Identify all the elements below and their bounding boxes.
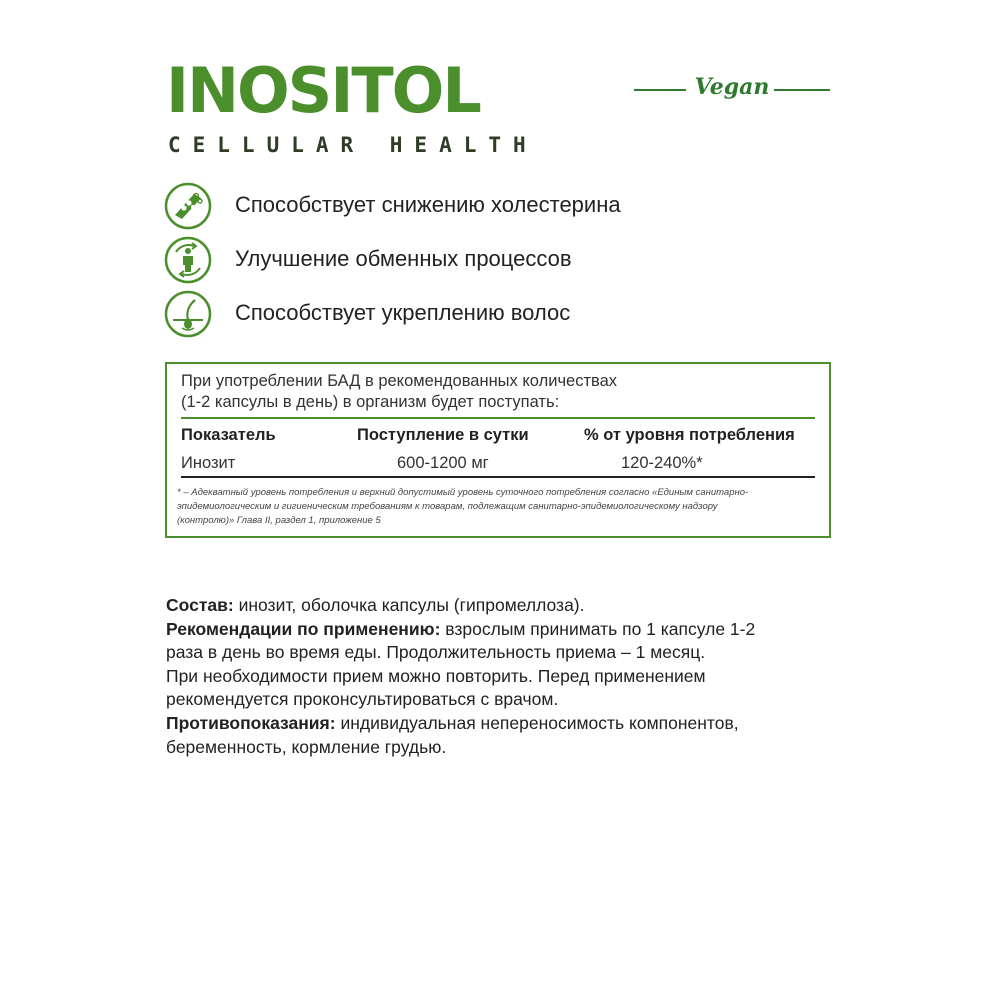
intake-intro	[181, 371, 617, 413]
footnote-line: эпидемиологическим и гигиеническим требованиям к товарам, подлежащим санитарно-эпидемиологическому надзору	[177, 501, 718, 512]
table-cell-percent: 120-240%*	[621, 454, 703, 472]
table-header-daily-intake: Поступление в сутки	[357, 426, 529, 444]
benefit-item-metabolism	[164, 236, 724, 286]
contraindications-text: индивидуальная непереносимость компонентов,	[335, 712, 739, 733]
hair-follicle-icon	[164, 290, 212, 338]
usage-line: раза в день во время еды. Продолжительность приема – 1 месяц.	[166, 642, 706, 663]
benefit-text: Способствует укреплению волос	[235, 300, 571, 325]
usage-line: При необходимости прием можно повторить. Перед применением	[166, 665, 706, 686]
contraindications-line: беременность, кормление грудью.	[166, 736, 447, 757]
vegan-label: Vegan	[694, 74, 770, 100]
intake-panel	[165, 362, 831, 538]
table-cell-name: Инозит	[181, 454, 236, 472]
contraindications-paragraph	[166, 712, 826, 736]
metabolism-icon	[164, 236, 212, 284]
table-header-indicator: Показатель	[181, 426, 276, 444]
table-cell-amount: 600-1200 мг	[397, 454, 489, 472]
benefit-item-hair	[164, 290, 724, 340]
usage-label: Рекомендации по применению:	[166, 618, 441, 639]
usage-text: взрослым принимать по 1 капсуле 1-2	[440, 618, 756, 639]
benefit-text: Способствует снижению холестерина	[235, 192, 621, 217]
vegan-badge	[634, 72, 830, 108]
intake-intro-line: (1-2 капсулы в день) в организм будет поступать:	[181, 393, 560, 411]
table-divider-top	[181, 417, 815, 419]
contraindications-label: Противопоказания:	[166, 712, 336, 733]
ingredients-text: инозит, оболочка капсулы (гипромеллоза).	[233, 595, 585, 615]
ingredients-label: Состав:	[166, 595, 234, 615]
product-subtitle: CELLULAR HEALTH	[168, 133, 538, 157]
badge-divider-right	[774, 89, 830, 91]
badge-divider-left	[634, 89, 686, 91]
intake-intro-line: При употреблении БАД в рекомендованных количествах	[181, 372, 618, 390]
ingredients-paragraph	[166, 594, 826, 618]
footnote-line: (контролю)» Глава II, раздел 1, приложение 5	[177, 515, 381, 526]
product-title: INOSITOL	[166, 54, 480, 127]
cholesterol-icon	[164, 182, 212, 230]
table-footnote	[177, 486, 817, 528]
usage-line: рекомендуется проконсультироваться с врачом.	[166, 689, 559, 710]
table-header-percent: % от уровня потребления	[584, 426, 795, 444]
benefit-text: Улучшение обменных процессов	[235, 246, 572, 271]
usage-paragraph	[166, 618, 826, 642]
table-divider-bottom	[181, 476, 815, 478]
footnote-line: * – Адекватный уровень потребления и верхний допустимый уровень суточного потребления согласно «Единым санитарно-	[177, 487, 749, 498]
product-info	[166, 594, 826, 759]
benefit-item-cholesterol	[164, 182, 724, 232]
